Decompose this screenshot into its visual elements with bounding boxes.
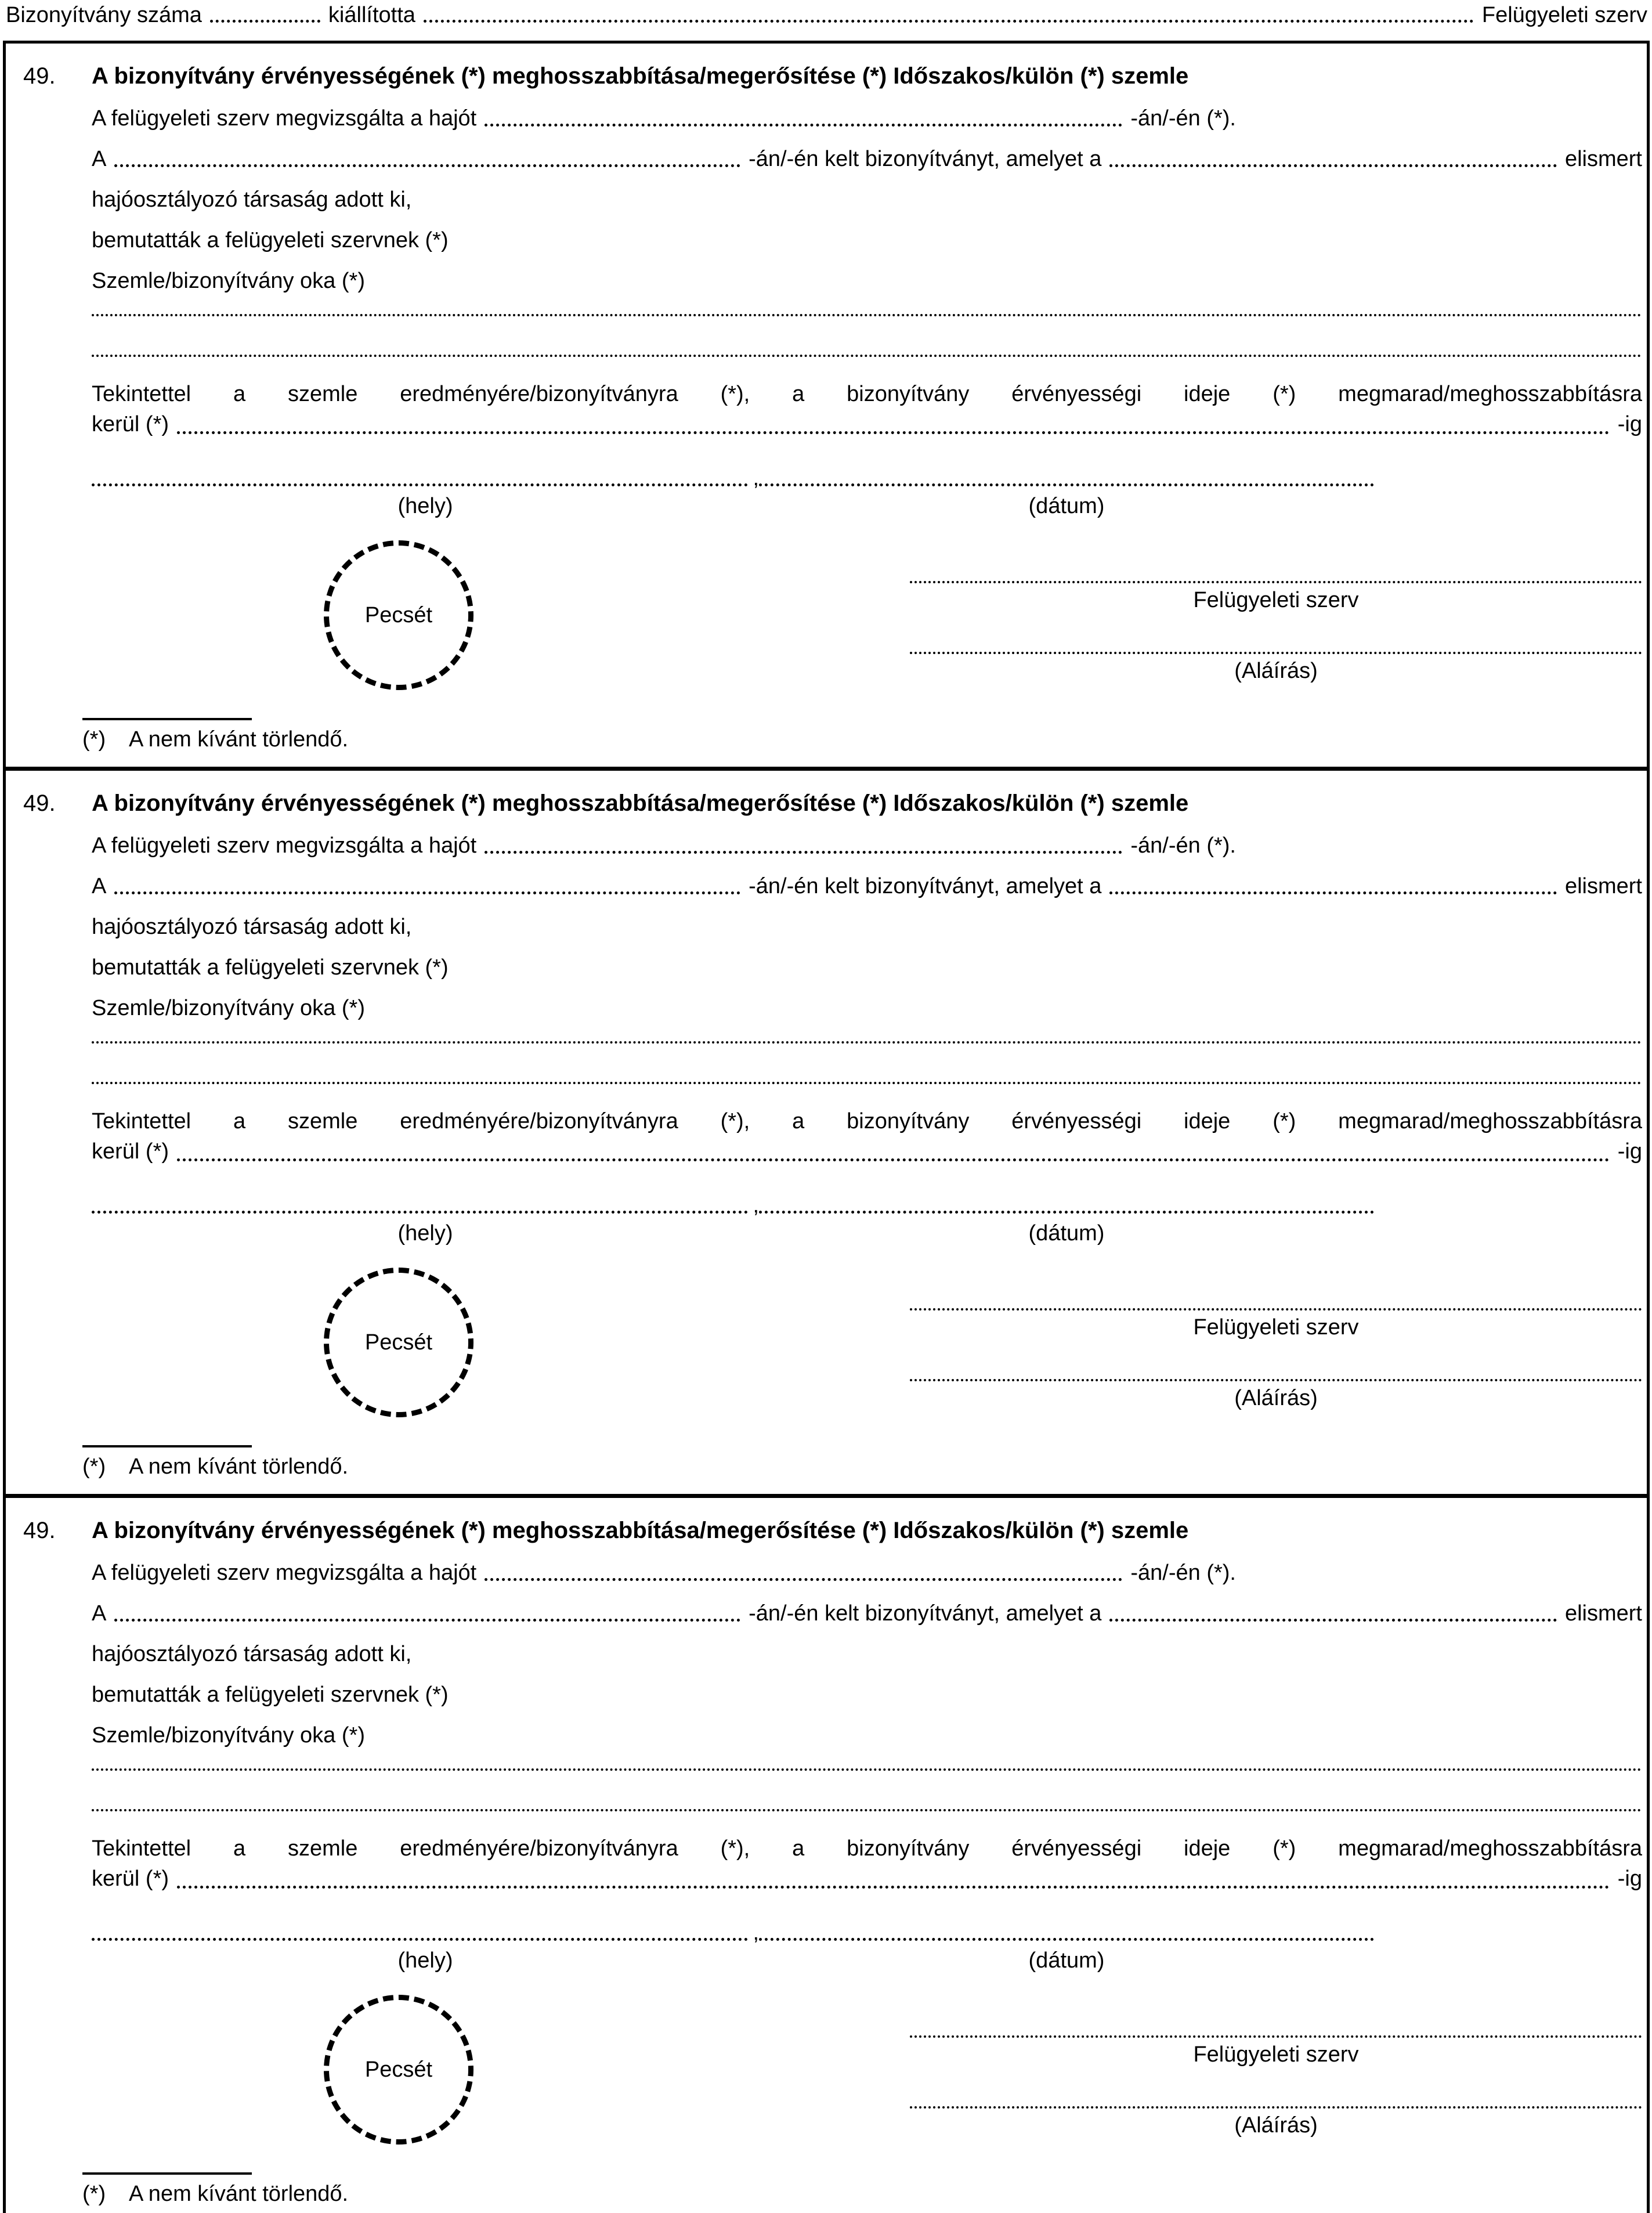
valid-until-line <box>92 1136 1642 1167</box>
signature-fill-line <box>910 2106 1642 2109</box>
cert-prefix-label: A <box>92 1601 107 1626</box>
cert-middle-label: -án/-én kelt bizonyítványt, amelyet a <box>749 874 1102 898</box>
footnote-text: A nem kívánt törlendő. <box>129 1454 349 1479</box>
reason-fill-line-2 <box>92 355 1642 357</box>
presented-line: bemutatták a felügyeleti szervnek (*) <box>92 228 449 252</box>
section-body <box>82 1559 1642 2207</box>
authority-sign-fill-line <box>910 581 1642 583</box>
authority-header-label: Felügyeleti szerv <box>1481 3 1647 27</box>
until-suffix-label: -ig <box>1617 1867 1642 1891</box>
document-header-line <box>0 0 1652 28</box>
section-title: A bizonyítvány érvényességének (*) meghosszabbítása/megerősítése (*) Időszakos/külön (*) szemle <box>92 790 1189 816</box>
inspected-prefix-label: A felügyeleti szerv megvizsgálta a hajót <box>92 833 477 858</box>
footnote-text: A nem kívánt törlendő. <box>129 2182 349 2206</box>
section-heading-row <box>23 62 1642 90</box>
section-body <box>82 105 1642 753</box>
cert-suffix-label: elismert <box>1564 874 1642 898</box>
cert-date-fill-line <box>114 891 740 894</box>
cert-date-fill-line <box>114 164 740 167</box>
place-label: (hely) <box>397 494 453 518</box>
seal-label: Pecsét <box>364 602 433 627</box>
date-fill-line <box>759 483 1374 486</box>
authority-sign-fill-line <box>910 1308 1642 1311</box>
spacer <box>1374 1919 1642 1974</box>
issued-by-label: kiállította <box>328 3 415 27</box>
section-heading-row <box>23 789 1642 817</box>
footnote-rule <box>82 718 252 720</box>
footnote-text: A nem kívánt törlendő. <box>129 727 349 752</box>
until-date-fill-line <box>177 1886 1610 1889</box>
section-title: A bizonyítvány érvényességének (*) meghosszabbítása/megerősítése (*) Időszakos/külön (*) szemle <box>92 63 1189 89</box>
signature-column <box>910 540 1642 684</box>
footnote <box>82 1445 1642 1480</box>
inspected-prefix-label: A felügyeleti szerv megvizsgálta a hajót <box>92 1561 477 1585</box>
cert-suffix-label: elismert <box>1564 147 1642 171</box>
signature-fill-line <box>910 652 1642 654</box>
section-body <box>82 832 1642 1480</box>
result-paragraph: Tekintettel a szemle eredményére/bizonyítványra (*), a bizonyítvány érvényességi ideje (*) megmarad/meghosszabbításra <box>92 1109 1642 1133</box>
footnote-rule <box>82 2172 252 2175</box>
footnote-rule <box>82 1445 252 1447</box>
place-column <box>92 1192 759 1247</box>
cert-society-fill-line <box>1109 1619 1557 1622</box>
cert-middle-label: -án/-én kelt bizonyítványt, amelyet a <box>749 147 1102 171</box>
class-society-line: hajóosztályozó társaság adott ki, <box>92 1642 412 1666</box>
place-fill-line <box>92 1938 748 1941</box>
cert-middle-label: -án/-én kelt bizonyítványt, amelyet a <box>749 1601 1102 1626</box>
footnote-marker: (*) <box>82 727 106 752</box>
reason-fill-line-1 <box>92 1041 1642 1044</box>
authority-label: Felügyeleti szerv <box>1193 2042 1359 2067</box>
until-date-fill-line <box>177 1158 1610 1161</box>
result-paragraph: Tekintettel a szemle eredményére/bizonyítványra (*), a bizonyítvány érvényességi ideje (*) megmarad/meghosszabbításra <box>92 1836 1642 1861</box>
reason-line: Szemle/bizonyítvány oka (*) <box>92 996 365 1020</box>
place-fill-line <box>92 483 748 486</box>
until-prefix-label: kerül (*) <box>92 412 169 436</box>
section-number: 49. <box>23 790 56 816</box>
date-label: (dátum) <box>1028 1948 1105 1973</box>
date-column <box>759 1192 1374 1247</box>
place-label: (hely) <box>397 1221 453 1246</box>
certificate-line <box>92 146 1642 172</box>
stamp-signature-row <box>92 1995 1642 2145</box>
inspected-prefix-label: A felügyeleti szerv megvizsgálta a hajót <box>92 106 477 131</box>
until-prefix-label: kerül (*) <box>92 1139 169 1164</box>
stamp-signature-row <box>92 1268 1642 1417</box>
place-label: (hely) <box>397 1948 453 1973</box>
date-column <box>759 1919 1374 1974</box>
inspected-line <box>92 105 1642 132</box>
signature-label: (Aláírás) <box>1234 2113 1318 2138</box>
cert-renewal-section <box>6 767 1647 1494</box>
reason-line: Szemle/bizonyítvány oka (*) <box>92 269 365 293</box>
cert-prefix-label: A <box>92 147 107 171</box>
inspected-suffix-label: -án/-én (*). <box>1130 1561 1236 1585</box>
signature-label: (Aláírás) <box>1234 659 1318 683</box>
cert-renewal-section <box>6 44 1647 767</box>
seal-label: Pecsét <box>364 1330 433 1355</box>
spacer <box>1374 465 1642 519</box>
stamp-signature-row <box>92 540 1642 690</box>
authority-label: Felügyeleti szerv <box>1193 588 1359 612</box>
reason-fill-line-1 <box>92 1768 1642 1771</box>
until-suffix-label: -ig <box>1617 1139 1642 1164</box>
valid-until-line <box>92 409 1642 439</box>
signature-column <box>910 1268 1642 1411</box>
place-column <box>92 1919 759 1974</box>
seal-circle <box>324 540 473 690</box>
place-date-row <box>92 1192 1642 1247</box>
until-prefix-label: kerül (*) <box>92 1867 169 1891</box>
inspected-line <box>92 1559 1642 1586</box>
inspected-date-fill-line <box>485 851 1122 854</box>
cert-number-fill-line <box>210 20 320 23</box>
valid-until-line <box>92 1864 1642 1894</box>
presented-line: bemutatták a felügyeleti szervnek (*) <box>92 1683 449 1707</box>
place-date-row <box>92 1919 1642 1974</box>
until-date-fill-line <box>177 431 1610 434</box>
signature-fill-line <box>910 1379 1642 1381</box>
section-number: 49. <box>23 1518 56 1543</box>
certificate-line <box>92 1600 1642 1627</box>
reason-fill-line-2 <box>92 1809 1642 1811</box>
footnote <box>82 718 1642 753</box>
reason-fill-line-2 <box>92 1082 1642 1084</box>
certificate-line <box>92 873 1642 900</box>
footnote <box>82 2172 1642 2207</box>
place-date-comma: , <box>753 1920 759 1945</box>
inspected-date-fill-line <box>485 1578 1122 1581</box>
cert-society-fill-line <box>1109 891 1557 894</box>
place-fill-line <box>92 1211 748 1214</box>
cert-number-label: Bizonyítvány száma <box>6 3 202 27</box>
presented-line: bemutatták a felügyeleti szervnek (*) <box>92 955 449 980</box>
seal-label: Pecsét <box>364 2057 433 2082</box>
signature-column <box>910 1995 1642 2139</box>
form-box <box>3 41 1650 2213</box>
inspected-suffix-label: -án/-én (*). <box>1130 106 1236 131</box>
inspected-line <box>92 832 1642 859</box>
authority-sign-fill-line <box>910 2035 1642 2038</box>
date-label: (dátum) <box>1028 494 1105 518</box>
cert-date-fill-line <box>114 1619 740 1622</box>
spacer <box>1374 1192 1642 1247</box>
date-fill-line <box>759 1938 1374 1941</box>
footnote-marker: (*) <box>82 2182 106 2206</box>
inspected-suffix-label: -án/-én (*). <box>1130 833 1236 858</box>
date-fill-line <box>759 1211 1374 1214</box>
date-label: (dátum) <box>1028 1221 1105 1246</box>
date-column <box>759 465 1374 519</box>
until-suffix-label: -ig <box>1617 412 1642 436</box>
cert-renewal-section <box>6 1494 1647 2213</box>
reason-fill-line-1 <box>92 314 1642 316</box>
section-heading-row <box>23 1517 1642 1544</box>
authority-label: Felügyeleti szerv <box>1193 1315 1359 1340</box>
seal-circle <box>324 1268 473 1417</box>
section-title: A bizonyítvány érvényességének (*) meghosszabbítása/megerősítése (*) Időszakos/külön (*) szemle <box>92 1518 1189 1543</box>
cert-prefix-label: A <box>92 874 107 898</box>
place-column <box>92 465 759 519</box>
result-paragraph: Tekintettel a szemle eredményére/bizonyítványra (*), a bizonyítvány érvényességi ideje (*) megmarad/meghosszabbításra <box>92 382 1642 406</box>
signature-label: (Aláírás) <box>1234 1386 1318 1410</box>
class-society-line: hajóosztályozó társaság adott ki, <box>92 187 412 212</box>
cert-suffix-label: elismert <box>1564 1601 1642 1626</box>
footnote-marker: (*) <box>82 1454 106 1479</box>
reason-line: Szemle/bizonyítvány oka (*) <box>92 1723 365 1748</box>
inspected-date-fill-line <box>485 124 1122 127</box>
place-date-row <box>92 465 1642 519</box>
cert-society-fill-line <box>1109 164 1557 167</box>
class-society-line: hajóosztályozó társaság adott ki, <box>92 915 412 939</box>
section-number: 49. <box>23 63 56 89</box>
issued-by-fill-line <box>424 20 1474 23</box>
seal-circle <box>324 1995 473 2145</box>
place-date-comma: , <box>753 1193 759 1218</box>
place-date-comma: , <box>753 466 759 490</box>
